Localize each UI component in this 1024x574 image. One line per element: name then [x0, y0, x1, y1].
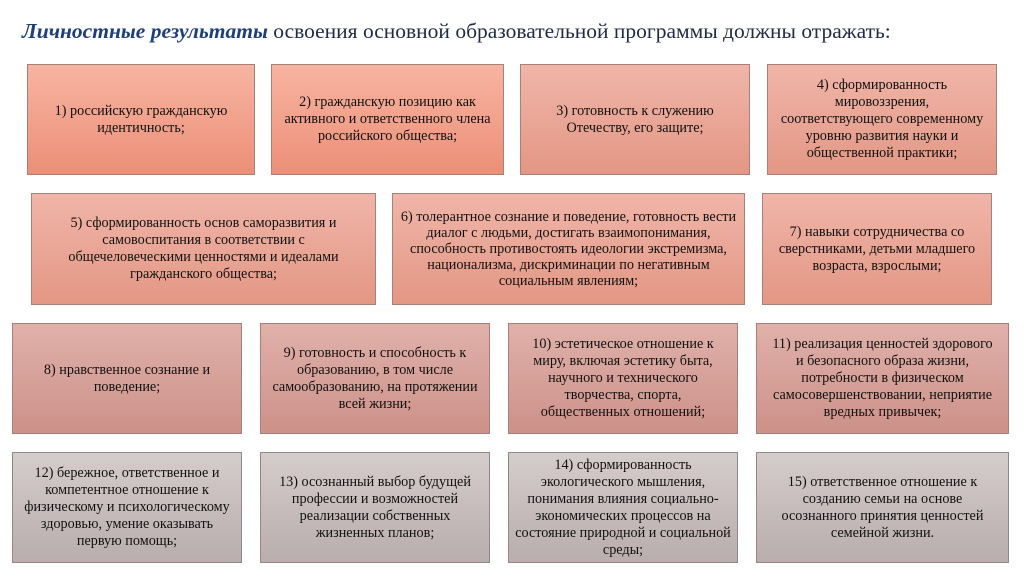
result-box-8: 8) нравственное сознание и поведение; [12, 323, 242, 434]
result-box-11: 11) реализация ценностей здорового и безопасного образа жизни, потребности в физическом самосовершенствовании, неприятие вредных привычек; [756, 323, 1009, 434]
result-box-14: 14) сформированность экологического мышления, понимания влияния социально-экономических процессов на состояние природной и социальной среды; [508, 452, 738, 563]
result-box-4: 4) сформированность мировоззрения, соответствующего современному уровню развития науки и общественной практики; [767, 64, 997, 175]
result-box-3: 3) готовность к служению Отечеству, его защите; [520, 64, 750, 175]
title-bold-part: Личностные результаты [22, 19, 268, 43]
page-title [22, 18, 1012, 44]
result-box-12: 12) бережное, ответственное и компетентное отношение к физическому и психологическому здоровью, умение оказывать первую помощь; [12, 452, 242, 563]
result-box-10: 10) эстетическое отношение к миру, включая эстетику быта, научного и технического творчества, спорта, общественных отношений; [508, 323, 738, 434]
result-box-15: 15) ответственное отношение к созданию семьи на основе осознанного принятия ценностей семейной жизни. [756, 452, 1009, 563]
result-box-5: 5) сформированность основ саморазвития и самовоспитания в соответствии с общечеловеческими ценностями и идеалами гражданского общества; [31, 193, 376, 305]
result-box-9: 9) готовность и способность к образованию, в том числе самообразованию, на протяжении всей жизни; [260, 323, 490, 434]
result-box-2: 2) гражданскую позицию как активного и ответственного члена российского общества; [271, 64, 504, 175]
result-box-6: 6) толерантное сознание и поведение, готовность вести диалог с людьми, достигать взаимопонимания, способность противостоять идеологии экстремизма, национализма, дискриминации по негативным социальным явлениям; [392, 193, 745, 305]
result-box-7: 7) навыки сотрудничества со сверстниками, детьми младшего возраста, взрослыми; [762, 193, 992, 305]
title-rest: освоения основной образовательной программы должны отражать: [267, 19, 891, 43]
result-box-13: 13) осознанный выбор будущей профессии и возможностей реализации собственных жизненных планов; [260, 452, 490, 563]
result-box-1: 1) российскую гражданскую идентичность; [27, 64, 255, 175]
